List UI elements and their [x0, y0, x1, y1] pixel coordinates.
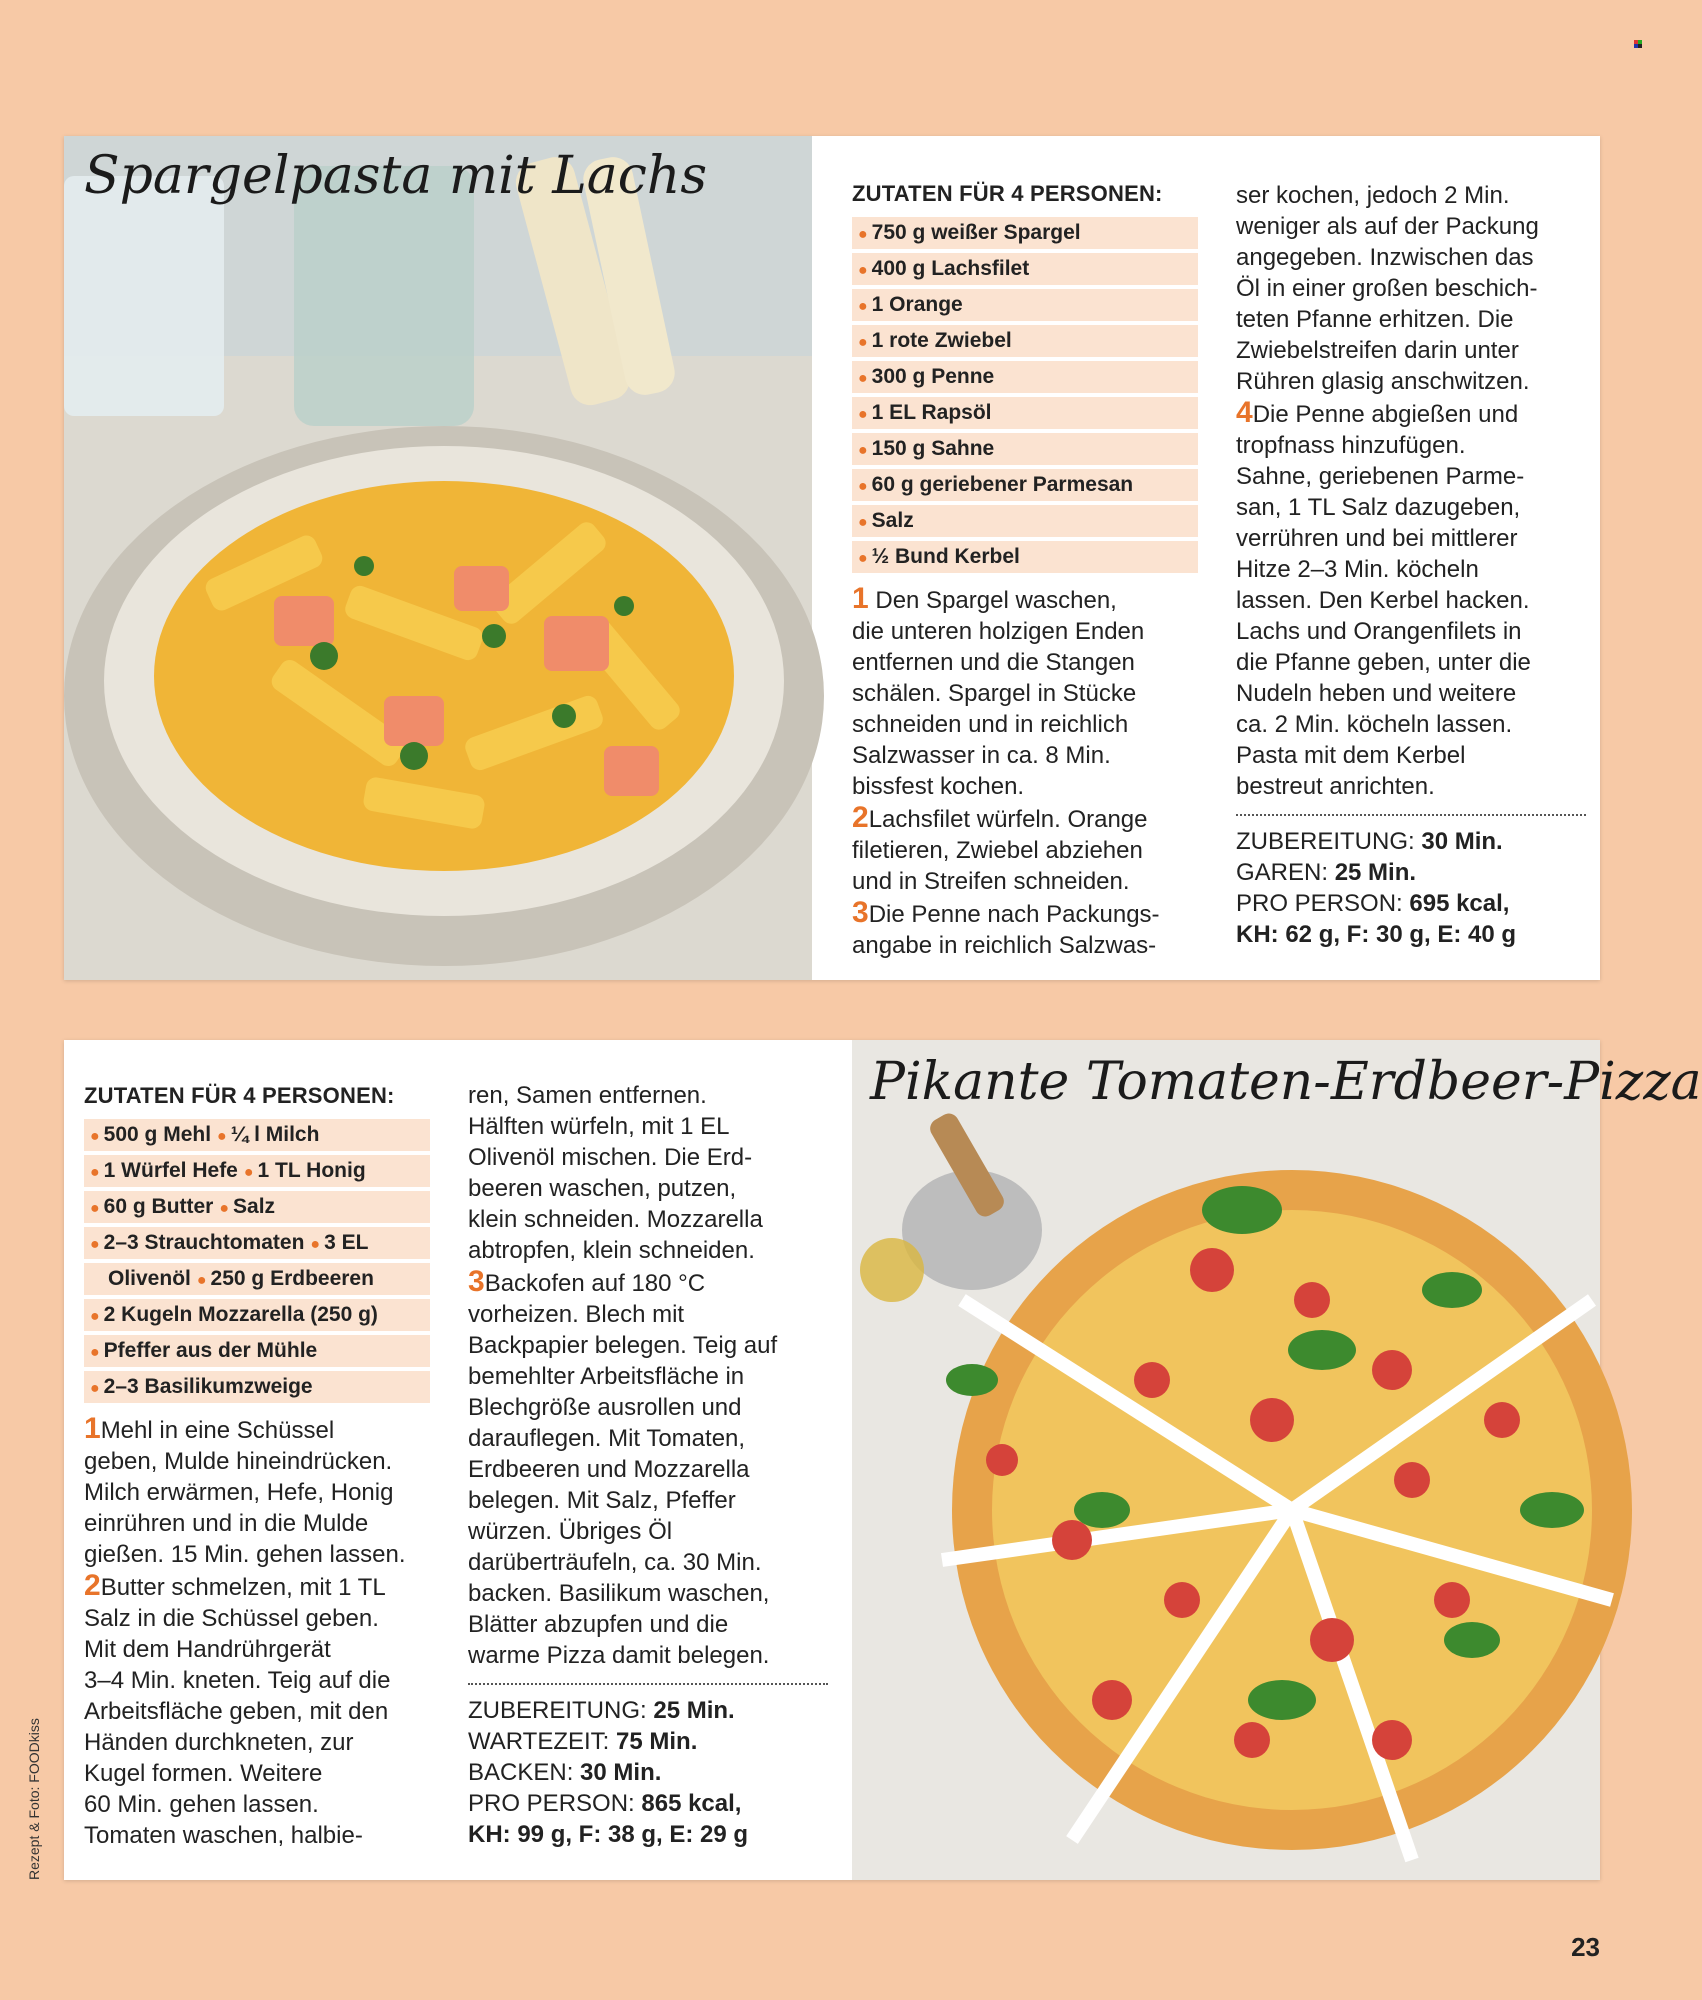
ingredient-item: ● Salz [852, 505, 1198, 537]
divider [1236, 814, 1586, 816]
pasta-illustration [64, 136, 812, 980]
page-number: 23 [1571, 1932, 1600, 1962]
recipe1-step-3: 3Die Penne nach Packungs- angabe in reichlich Salzwas- [852, 896, 1160, 959]
ingredient-item: ● 2–3 Strauchtomaten ● 3 EL [84, 1227, 430, 1259]
recipe2-ingredient-list [84, 1119, 430, 1403]
recipe2-step-1: 1Mehl in eine Schüssel geben, Mulde hineindrücken. Milch erwärmen, Hefe, Honig einrühren und in die Mulde gießen. 15 Min. gehen lassen. [84, 1412, 406, 1568]
ingredient-item: ● 750 g weißer Spargel [852, 217, 1198, 249]
recipe2-ingredients-heading: ZUTATEN FÜR 4 PERSONEN: [84, 1083, 395, 1108]
photo-credit: Rezept & Foto: FOODkiss [26, 1718, 42, 1880]
ingredient-item: ● 2 Kugeln Mozzarella (250 g) [84, 1299, 430, 1331]
ingredient-item: ● 1 Würfel Hefe ● 1 TL Honig [84, 1155, 430, 1187]
ingredient-item: ● 2–3 Basilikumzweige [84, 1371, 430, 1403]
step-number: 1 [852, 582, 869, 615]
ingredient-item: Olivenöl ● 250 g Erdbeeren [84, 1263, 430, 1295]
recipe1-column-right: ser kochen, jedoch 2 Min. weniger als auf der Packung angegeben. Inzwischen das Öl in einer großen beschich- teten Pfanne erhitzen. Die Zwiebelstreifen darin unter Rühren glasig anschwitzen. 4Die Penne abgießen und tropfnass hinzufügen. Sahne, geriebenen Parme- san, 1 TL Salz dazugeben, verrühren und bei mittlerer Hitze 2–3 Min. köcheln lassen. Den Kerbel hacken. Lachs und Orangenfilets in die Pfanne geben, unter die Nudeln heben und weitere ca. 2 Min. köcheln lassen. Pasta mit dem Kerbel bestreut anrichten. ZUBEREITUNG: 30 Min. GAREN: 25 Min. PRO PERSON: 695 kcal, KH: 62 g, F: 30 g, E: 40 g [1236, 180, 1586, 950]
step-number: 1 [84, 1412, 101, 1445]
recipe-card-spargelpasta [64, 136, 1600, 980]
recipe1-step-1: 1 Den Spargel waschen, die unteren holzigen Enden entfernen und die Stangen schälen. Spargel in Stücke schneiden und in reichlich Salzwasser in ca. 8 Min. bissfest kochen. [852, 582, 1145, 800]
recipe1-info: ZUBEREITUNG: 30 Min. GAREN: 25 Min. PRO PERSON: 695 kcal, KH: 62 g, F: 30 g, E: 40 g [1236, 828, 1517, 948]
recipe1-step-4: 4Die Penne abgießen und tropfnass hinzufügen. Sahne, geriebenen Parme- san, 1 TL Salz dazugeben, verrühren und bei mittlerer Hitze 2–3 Min. köcheln lassen. Den Kerbel hacken. Lachs und Orangenfilets in die Pfanne geben, unter die Nudeln heben und weitere ca. 2 Min. köcheln lassen. Pasta mit dem Kerbel bestreut anrichten. [1236, 396, 1531, 800]
ingredient-item: ● 1 rote Zwiebel [852, 325, 1198, 357]
ingredient-item: ● Pfeffer aus der Mühle [84, 1335, 430, 1367]
ingredient-item: ● 150 g Sahne [852, 433, 1198, 465]
recipe-card-pizza [64, 1040, 1702, 1880]
step-number: 3 [852, 896, 869, 929]
ingredient-item: ● 500 g Mehl ● ¼ l Milch [84, 1119, 430, 1151]
recipe2-info: ZUBEREITUNG: 25 Min. WARTEZEIT: 75 Min. BACKEN: 30 Min. PRO PERSON: 865 kcal, KH: 99 g, F: 38 g, E: 29 g [468, 1697, 749, 1848]
ingredient-item: ● 1 Orange [852, 289, 1198, 321]
recipe2-title: Pikante Tomaten-Erdbeer-Pizza [870, 1052, 1702, 1112]
recipe2-step-3: 3Backofen auf 180 °C vorheizen. Blech mit Backpapier belegen. Teig auf bemehlter Arbeitsfläche in Blechgröße ausrollen und darauflegen. Mit Tomaten, Erdbeeren und Mozzarella belegen. Mit Salz, Pfeffer würzen. Übriges Öl darüberträufeln, ca. 30 Min. backen. Basilikum waschen, Blätter abzupfen und die warme Pizza damit belegen. [468, 1265, 778, 1669]
ingredient-item: ● 60 g Butter ● Salz [84, 1191, 430, 1223]
step-number: 2 [84, 1569, 101, 1602]
ingredient-item: ● 1 EL Rapsöl [852, 397, 1198, 429]
step-number: 2 [852, 801, 869, 834]
pizza-illustration [852, 1040, 1600, 1880]
recipe2-step-2: 2Butter schmelzen, mit 1 TL Salz in die Schüssel geben. Mit dem Handrührgerät 3–4 Min. kneten. Teig auf die Arbeitsfläche geben, mit den Händen durchkneten, zur Kugel formen. Weitere 60 Min. gehen lassen. Tomaten waschen, halbie- [84, 1569, 391, 1849]
ingredient-item: ● 300 g Penne [852, 361, 1198, 393]
recipe2-column-middle: ren, Samen entfernen. Hälften würfeln, mit 1 EL Olivenöl mischen. Die Erd- beeren waschen, putzen, klein schneiden. Mozzarella abtropfen, klein schneiden. 3Backofen auf 180 °C vorheizen. Blech mit Backpapier belegen. Teig auf bemehlter Arbeitsfläche in Blechgröße ausrollen und darauflegen. Mit Tomaten, Erdbeeren und Mozzarella belegen. Mit Salz, Pfeffer würzen. Übriges Öl darüberträufeln, ca. 30 Min. backen. Basilikum waschen, Blätter abzupfen und die warme Pizza damit belegen. ZUBEREITUNG: 25 Min. WARTEZEIT: 75 Min. BACKEN: 30 Min. PRO PERSON: 865 kcal, KH: 99 g, F: 38 g, E: 29 g [468, 1080, 828, 1850]
recipe1-ingredient-list [852, 217, 1198, 573]
ingredient-item: ● 400 g Lachsfilet [852, 253, 1198, 285]
recipe2-column-left [84, 1080, 430, 1851]
ingredient-item: ● ½ Bund Kerbel [852, 541, 1198, 573]
ingredient-item: ● 60 g geriebener Parmesan [852, 469, 1198, 501]
recipe1-ingredients-heading: ZUTATEN FÜR 4 PERSONEN: [852, 181, 1163, 206]
step-number: 4 [1236, 396, 1253, 429]
pizza-photo [852, 1040, 1702, 1880]
recipe1-title: Spargelpasta mit Lachs [84, 146, 708, 206]
pasta-photo [64, 136, 812, 980]
logo-mark-icon [1634, 40, 1642, 48]
divider [468, 1683, 828, 1685]
step-number: 3 [468, 1265, 485, 1298]
recipe1-step-2: 2Lachsfilet würfeln. Orange filetieren, Zwiebel abziehen und in Streifen schneiden. [852, 801, 1148, 895]
recipe1-column-left [852, 178, 1198, 961]
